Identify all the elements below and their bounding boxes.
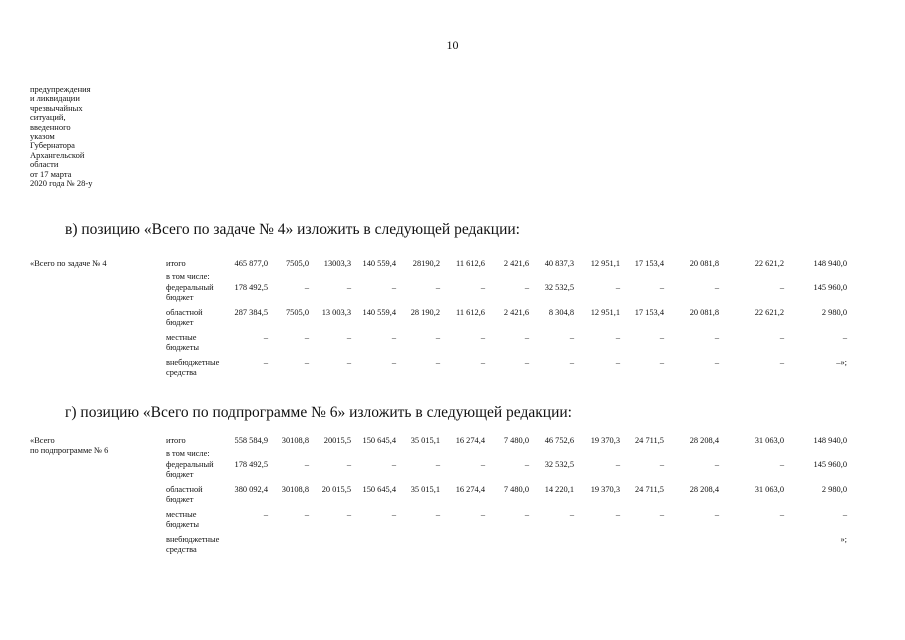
funding-category [166,460,236,480]
value-cell: – [346,510,351,519]
funding-category-line: бюджет [166,318,194,327]
funding-category [166,535,236,555]
value-cell: – [569,358,574,367]
value-cell: – [659,283,664,292]
position-label-line: по подпрограмме № 6 [30,446,109,455]
funding-category [166,485,236,505]
value-cell: – [391,358,396,367]
intro-line: от 17 марта [30,168,72,179]
value-cell: 28 208,4 [689,436,719,445]
funding-category-line: внебюджетные [166,358,220,367]
value-cell: – [615,460,620,469]
value-cell: 465 877,0 [234,259,268,268]
value-cell: 22 621,2 [754,308,784,317]
funding-category-line: итого [166,436,186,445]
funding-category-line: местные [166,333,197,342]
value-cell: – [435,333,440,342]
value-cell: 178 492,5 [234,460,268,469]
funding-category-line: внебюджетные [166,535,220,544]
value-cell: – [391,283,396,292]
funding-category-line: бюджеты [166,520,200,529]
value-cell: – [346,460,351,469]
value-cell: 11 612,6 [455,259,485,268]
value-cell: – [659,358,664,367]
value-cell: – [524,358,529,367]
page-number: 10 [446,38,459,52]
intro-line: Губернатора [30,140,75,151]
value-cell: – [524,333,529,342]
value-cell: – [615,333,620,342]
section-g-heading: г) позицию «Всего по подпрограмме № 6» изложить в следующей редакции: [65,404,572,421]
value-cell: 28190,2 [412,259,440,268]
value-cell: – [615,510,620,519]
value-cell: 8 304,8 [548,308,574,317]
value-cell: – [346,283,351,292]
value-cell: 140 559,4 [362,259,396,268]
value-cell: – [480,510,485,519]
funding-category [166,272,236,282]
value-cell: – [779,333,784,342]
funding-category [166,449,236,459]
value-cell: 22 621,2 [754,259,784,268]
value-cell: – [524,510,529,519]
value-cell: – [714,358,719,367]
position-label-line: «Всего по задаче № 4 [30,259,107,268]
intro-line: 2020 года № 28-у [30,178,93,189]
value-cell: 24 711,5 [634,485,664,494]
value-cell: 380 092,4 [234,485,268,494]
value-cell: 287 384,5 [234,308,268,317]
funding-category [166,308,236,328]
value-cell: 35 015,1 [410,485,440,494]
value-cell: – [304,510,309,519]
value-cell: 14 220,1 [544,485,574,494]
funding-category [166,510,236,530]
section-v-heading: в) позицию «Всего по задаче № 4» изложить в следующей редакции: [65,221,520,238]
value-cell: 148 940,0 [813,436,847,445]
value-cell: 2 421,6 [503,308,529,317]
value-cell: – [435,460,440,469]
value-cell: 12 951,1 [590,259,620,268]
value-cell: – [304,333,309,342]
value-cell: – [346,333,351,342]
value-cell: »; [840,535,847,544]
value-cell: – [842,333,847,342]
funding-category [166,333,236,353]
value-cell: 145 960,0 [813,283,847,292]
value-cell: 17 153,4 [634,259,664,268]
value-cell: – [569,333,574,342]
value-cell: – [391,333,396,342]
value-cell: 30108,8 [281,436,309,445]
value-cell: 7505,0 [285,259,309,268]
value-cell: 7505,0 [285,308,309,317]
value-cell: 28 208,4 [689,485,719,494]
value-cell: – [714,333,719,342]
value-cell: – [615,358,620,367]
value-cell: 31 063,0 [754,436,784,445]
value-cell: – [524,460,529,469]
value-cell: 20015,5 [323,436,351,445]
value-cell: – [779,283,784,292]
value-cell: 24 711,5 [634,436,664,445]
funding-category-line: бюджет [166,293,194,302]
funding-category-line: бюджеты [166,343,200,352]
value-cell: 20 015,5 [321,485,351,494]
value-cell: 7 480,0 [503,485,529,494]
value-cell: – [346,358,351,367]
value-cell: 12 951,1 [590,308,620,317]
value-cell: 13003,3 [323,259,351,268]
intro-line: Архангельской [30,149,85,160]
value-cell: 31 063,0 [754,485,784,494]
value-cell: 13 003,3 [321,308,351,317]
value-cell: – [263,358,268,367]
value-cell: – [714,460,719,469]
value-cell: 19 370,3 [590,436,620,445]
value-cell: 150 645,4 [362,436,396,445]
value-cell: 558 584,9 [234,436,268,445]
value-cell: 40 837,3 [544,259,574,268]
value-cell: 11 612,6 [455,308,485,317]
value-cell: 30108,8 [281,485,309,494]
funding-category-line: средства [166,545,197,554]
value-cell: – [615,283,620,292]
value-cell: – [263,333,268,342]
value-cell: 46 752,6 [544,436,574,445]
intro-block [30,85,150,188]
funding-category-line: средства [166,368,197,377]
value-cell: 28 190,2 [410,308,440,317]
value-cell: 19 370,3 [590,485,620,494]
value-cell: – [569,510,574,519]
value-cell: – [659,510,664,519]
value-cell: – [263,510,268,519]
funding-category-line: федеральный [166,283,214,292]
value-cell: – [480,283,485,292]
value-cell: 20 081,8 [689,308,719,317]
value-cell: – [714,510,719,519]
value-cell: – [391,460,396,469]
position-label [30,436,160,456]
value-cell: 7 480,0 [503,436,529,445]
intro-line: ситуаций, [30,112,66,123]
value-cell: 148 940,0 [813,259,847,268]
value-cell: 145 960,0 [813,460,847,469]
value-cell: – [714,283,719,292]
value-cell: – [435,510,440,519]
position-label-line: «Всего [30,436,55,445]
intro-line: указом [30,131,55,142]
intro-line: предупреждения [30,84,91,94]
funding-category-line: бюджет [166,495,194,504]
funding-category-line: бюджет [166,470,194,479]
value-cell: 20 081,8 [689,259,719,268]
value-cell: 35 015,1 [410,436,440,445]
value-cell: – [842,510,847,519]
value-cell: – [480,333,485,342]
funding-category-line: областной [166,308,203,317]
value-cell: – [779,358,784,367]
value-cell: – [304,283,309,292]
value-cell: 16 274,4 [455,436,485,445]
value-cell: 2 980,0 [821,308,847,317]
value-cell: 2 421,6 [503,259,529,268]
value-cell: – [391,510,396,519]
value-cell: –»; [836,358,847,367]
value-cell: 150 645,4 [362,485,396,494]
intro-line: чрезвычайных [30,102,83,113]
funding-category-line: федеральный [166,460,214,469]
funding-category-line: в том числе: [166,272,210,281]
intro-line: введенного [30,121,71,132]
value-cell: – [779,460,784,469]
funding-category-line: местные [166,510,197,519]
intro-line: области [30,159,59,170]
funding-category [166,358,236,378]
funding-category-line: итого [166,259,186,268]
value-cell: – [480,460,485,469]
intro-line: и ликвидации [30,93,80,104]
value-cell: 32 532,5 [544,283,574,292]
value-cell: – [524,283,529,292]
value-cell: – [304,460,309,469]
value-cell: – [779,510,784,519]
funding-category [166,259,236,269]
funding-category-line: областной [166,485,203,494]
value-cell: 140 559,4 [362,308,396,317]
value-cell: – [304,358,309,367]
value-cell: – [435,283,440,292]
position-label [30,259,160,269]
value-cell: 32 532,5 [544,460,574,469]
value-cell: – [480,358,485,367]
funding-category [166,436,236,446]
funding-category-line: в том числе: [166,449,210,458]
value-cell: – [435,358,440,367]
value-cell: 2 980,0 [821,485,847,494]
value-cell: 178 492,5 [234,283,268,292]
value-cell: 17 153,4 [634,308,664,317]
value-cell: 16 274,4 [455,485,485,494]
funding-category [166,283,236,303]
value-cell: – [659,460,664,469]
value-cell: – [659,333,664,342]
